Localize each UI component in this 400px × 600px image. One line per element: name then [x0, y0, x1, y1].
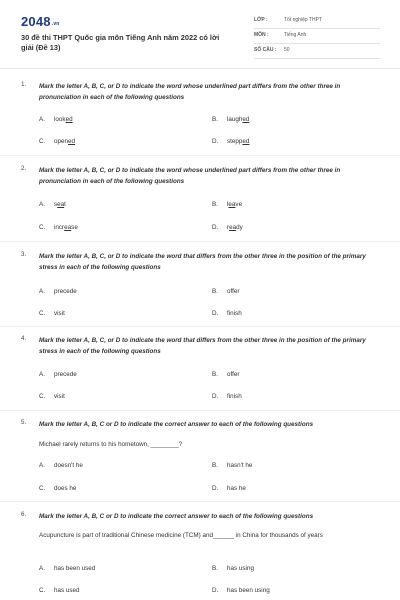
option-underlined: ed	[68, 138, 76, 145]
option-letter: A.	[39, 462, 45, 469]
option-letter: D.	[212, 587, 219, 594]
option-letter: D.	[212, 310, 219, 317]
option-d[interactable]	[212, 393, 242, 400]
option-letter: A.	[39, 116, 45, 123]
option-text: precede	[54, 371, 77, 378]
option-underlined: ed	[65, 116, 73, 123]
option-text: has used	[54, 587, 80, 594]
option-text: r	[227, 224, 230, 231]
question-instruction: Mark the letter A, B, C, or D to indicate the word that differs from the other three in the position of the primary stress in each of the following questions	[39, 253, 366, 271]
logo-text: 2048	[21, 14, 51, 29]
option-letter: A.	[39, 565, 45, 572]
meta-row-count	[254, 44, 380, 59]
option-letter: D.	[212, 138, 219, 145]
option-text: does he	[54, 485, 77, 492]
option-b[interactable]	[212, 565, 254, 572]
document-title: 30 đề thi THPT Quốc gia môn Tiếng Anh năm 2022 có lời giải (Đề 13)	[21, 33, 220, 52]
option-letter: B.	[212, 116, 218, 123]
question-instruction: Mark the letter A, B, C, or D to indicate the word whose underlined part differs from the other three in pronunciation in each of the following questions	[39, 167, 341, 185]
option-text: laugh	[227, 116, 243, 123]
document-meta	[254, 14, 380, 59]
option-b[interactable]	[212, 462, 252, 469]
option-letter: A.	[39, 201, 45, 208]
meta-label: SỐ CÂU :	[254, 47, 277, 53]
question-number: 1.	[21, 81, 27, 88]
option-d[interactable]	[212, 138, 249, 145]
question-number: 6.	[21, 511, 27, 518]
option-text: has using	[227, 565, 254, 572]
option-c[interactable]	[39, 485, 76, 492]
question-instruction: Mark the letter A, B, C, or D to indicate the word that differs from the other three in the position of the primary stress in each of the following questions	[39, 337, 366, 355]
option-c[interactable]	[39, 138, 75, 145]
question-divider	[0, 501, 400, 502]
option-c[interactable]	[39, 310, 65, 317]
option-a[interactable]	[39, 371, 77, 378]
option-text: visit	[54, 393, 65, 400]
option-letter: B.	[212, 201, 218, 208]
option-text-end: ve	[235, 201, 243, 208]
option-a[interactable]	[39, 288, 77, 295]
option-text-end: se	[71, 224, 78, 231]
option-letter: B.	[212, 565, 218, 572]
option-text-end: t	[64, 201, 66, 208]
option-text: offer	[227, 371, 240, 378]
option-d[interactable]	[212, 310, 242, 317]
option-text: has been used	[54, 565, 96, 572]
option-letter: C.	[39, 138, 46, 145]
option-text: has he	[227, 485, 246, 492]
option-letter: D.	[212, 393, 219, 400]
option-text: s	[54, 201, 58, 208]
option-d[interactable]	[212, 224, 243, 231]
option-b[interactable]	[212, 116, 249, 123]
question-divider	[0, 155, 400, 156]
option-text-end: dy	[236, 224, 243, 231]
option-b[interactable]	[212, 371, 240, 378]
option-letter: C.	[39, 224, 46, 231]
option-text: look	[54, 116, 66, 123]
option-text: open	[54, 138, 69, 145]
header-divider	[0, 68, 400, 69]
question-divider	[0, 410, 400, 411]
option-underlined: ea	[64, 224, 72, 231]
option-a[interactable]	[39, 462, 83, 469]
option-text: offer	[227, 288, 240, 295]
meta-label: LỚP :	[254, 17, 268, 23]
option-letter: B.	[212, 288, 218, 295]
option-text: hasn't he	[227, 462, 253, 469]
option-underlined: ea	[57, 201, 65, 208]
site-logo[interactable]	[21, 14, 60, 29]
option-letter: C.	[39, 393, 46, 400]
meta-row-subject	[254, 29, 380, 44]
option-letter: B.	[212, 371, 218, 378]
option-text: l	[227, 201, 229, 208]
option-a[interactable]	[39, 565, 95, 572]
page-header	[0, 0, 400, 68]
option-text: doesn't he	[54, 462, 83, 469]
option-d[interactable]	[212, 587, 270, 594]
question-divider	[0, 326, 400, 327]
question-number: 4.	[21, 335, 27, 342]
meta-row-class	[254, 14, 380, 29]
option-text: finish	[227, 393, 242, 400]
option-b[interactable]	[212, 201, 242, 208]
option-letter: D.	[212, 485, 219, 492]
option-letter: C.	[39, 485, 46, 492]
option-underlined: ed	[242, 116, 250, 123]
meta-value: Tốt nghiệp THPT	[284, 17, 322, 23]
option-letter: D.	[212, 224, 219, 231]
option-text: incr	[54, 224, 65, 231]
meta-value: 50	[284, 47, 290, 53]
question-instruction: Mark the letter A, B, C or D to indicate the correct answer to each of the following questions	[39, 513, 314, 520]
option-underlined: ed	[242, 138, 250, 145]
question-stem: Michael rarely returns to his hometown, ________?	[39, 441, 183, 448]
option-c[interactable]	[39, 587, 80, 594]
question-number: 5.	[21, 419, 27, 426]
option-letter: C.	[39, 310, 46, 317]
option-text: precede	[54, 288, 77, 295]
meta-label: MÔN :	[254, 32, 269, 38]
option-a[interactable]	[39, 201, 66, 208]
question-number: 2.	[21, 165, 27, 172]
question-instruction: Mark the letter A, B, C, or D to indicate the word whose underlined part differs from the other three in pronunciation in each of the following questions	[39, 83, 341, 101]
logo-suffix: .vn	[51, 21, 60, 27]
question-divider	[0, 241, 400, 242]
option-letter: C.	[39, 587, 46, 594]
question-stem: Acupuncture is part of traditional Chinese medicine (TCM) and______ in China for thousands of years	[39, 532, 323, 539]
meta-value: Tiếng Anh	[284, 32, 307, 38]
option-letter: B.	[212, 462, 218, 469]
option-underlined: ea	[229, 224, 237, 231]
option-text: has been using	[227, 587, 270, 594]
option-text: stepp	[227, 138, 243, 145]
option-b[interactable]	[212, 288, 240, 295]
option-underlined: ea	[228, 201, 236, 208]
option-a[interactable]	[39, 116, 73, 123]
option-letter: A.	[39, 371, 45, 378]
question-number: 3.	[21, 251, 27, 258]
question-instruction: Mark the letter A, B, C or D to indicate the correct answer to each of the following questions	[39, 421, 314, 428]
option-c[interactable]	[39, 224, 78, 231]
option-text: finish	[227, 310, 242, 317]
option-text: visit	[54, 310, 65, 317]
option-letter: A.	[39, 288, 45, 295]
option-c[interactable]	[39, 393, 65, 400]
option-d[interactable]	[212, 485, 246, 492]
